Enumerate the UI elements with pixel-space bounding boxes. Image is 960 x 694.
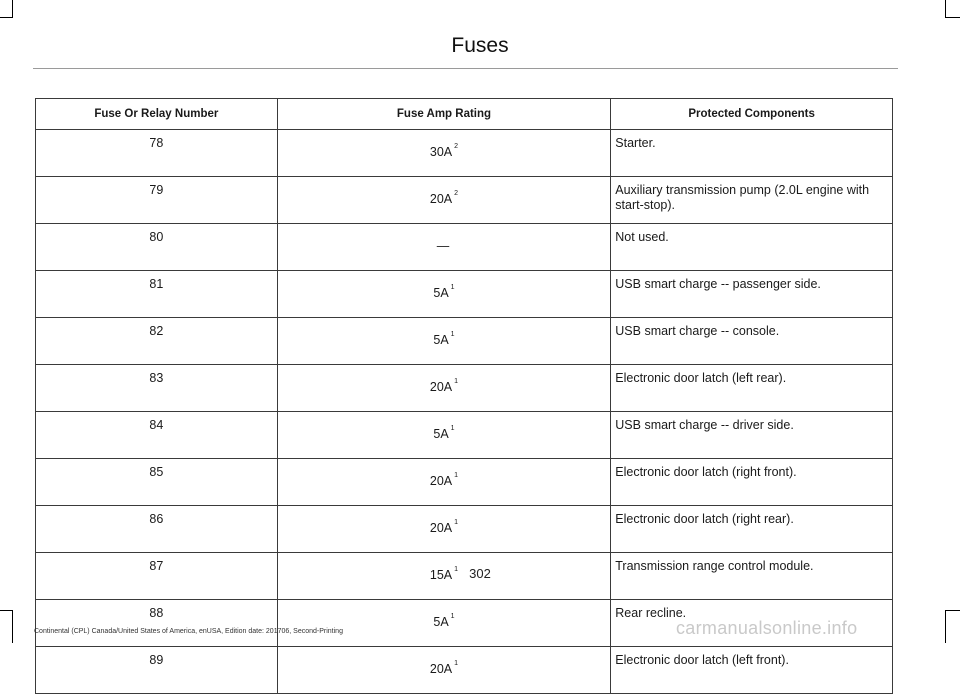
table-row bbox=[36, 459, 893, 506]
amp-value: 20A bbox=[429, 521, 453, 535]
fuse-number: 82 bbox=[36, 318, 278, 365]
protected-component: Electronic door latch (right rear). bbox=[611, 506, 893, 553]
protected-component: Not used. bbox=[611, 224, 893, 271]
fuse-amp-rating bbox=[277, 600, 611, 647]
amp-value: 5A bbox=[433, 333, 449, 347]
fuse-number: 84 bbox=[36, 412, 278, 459]
footnote-marker: 1 bbox=[450, 613, 455, 620]
footnote-marker: 1 bbox=[450, 331, 455, 338]
fuse-number: 89 bbox=[36, 647, 278, 694]
protected-component: Electronic door latch (right front). bbox=[611, 459, 893, 506]
amp-value: 15A bbox=[429, 568, 453, 582]
fuse-number: 79 bbox=[36, 177, 278, 224]
fuse-amp-rating bbox=[277, 177, 611, 224]
crop-mark bbox=[945, 610, 946, 643]
table-row bbox=[36, 271, 893, 318]
fuse-number: 87 bbox=[36, 553, 278, 600]
table-row bbox=[36, 365, 893, 412]
watermark: carmanualsonline.info bbox=[676, 618, 858, 638]
amp-value: 20A bbox=[429, 192, 453, 206]
crop-mark bbox=[12, 610, 13, 643]
fuse-number: 83 bbox=[36, 365, 278, 412]
table-row bbox=[36, 647, 893, 694]
footnote-marker: 1 bbox=[454, 660, 459, 667]
table-row bbox=[36, 177, 893, 224]
protected-component: USB smart charge -- console. bbox=[611, 318, 893, 365]
crop-mark bbox=[0, 610, 13, 611]
protected-component: USB smart charge -- driver side. bbox=[611, 412, 893, 459]
crop-mark bbox=[945, 610, 960, 611]
amp-value: 30A bbox=[429, 145, 453, 159]
fuse-amp-rating bbox=[277, 647, 611, 694]
footnote-marker: 1 bbox=[450, 284, 455, 291]
fuse-amp-rating bbox=[277, 412, 611, 459]
amp-value: 5A bbox=[433, 615, 449, 629]
fuse-amp-rating bbox=[277, 318, 611, 365]
crop-mark bbox=[945, 0, 946, 18]
fuse-amp-rating bbox=[277, 506, 611, 553]
protected-component: Starter. bbox=[611, 130, 893, 177]
crop-mark bbox=[12, 0, 13, 18]
fuse-number: 78 bbox=[36, 130, 278, 177]
protected-component: Electronic door latch (left front). bbox=[611, 647, 893, 694]
footnote-marker: 1 bbox=[454, 566, 459, 573]
table-body bbox=[36, 130, 893, 694]
fuse-amp-rating bbox=[277, 271, 611, 318]
crop-mark bbox=[0, 17, 13, 18]
table-row bbox=[36, 224, 893, 271]
footnote-marker: 1 bbox=[450, 425, 455, 432]
footer-edition-text: Continental (CPL) Canada/United States of America, enUSA, Edition date: 201706, Second-Printing bbox=[34, 628, 343, 635]
protected-component: Electronic door latch (left rear). bbox=[611, 365, 893, 412]
fuse-number: 88 bbox=[36, 600, 278, 647]
amp-value: 20A bbox=[429, 474, 453, 488]
page-title: Fuses bbox=[451, 34, 509, 57]
fuse-amp-rating bbox=[277, 459, 611, 506]
protected-component: Transmission range control module. bbox=[611, 553, 893, 600]
page-number: 302 bbox=[469, 566, 491, 581]
footnote-marker: 2 bbox=[454, 190, 459, 197]
table-row bbox=[36, 412, 893, 459]
amp-value: 5A bbox=[433, 286, 449, 300]
protected-component: Rear recline. bbox=[611, 600, 893, 647]
amp-value: 20A bbox=[429, 380, 453, 394]
footnote-marker: 1 bbox=[454, 378, 459, 385]
table-row bbox=[36, 318, 893, 365]
title-divider bbox=[33, 68, 898, 69]
footnote-marker: 1 bbox=[454, 472, 459, 479]
column-header: Fuse Amp Rating bbox=[277, 99, 611, 130]
table-header-row bbox=[36, 99, 893, 130]
crop-mark bbox=[945, 17, 960, 18]
fuse-amp-rating bbox=[277, 130, 611, 177]
protected-component: Auxiliary transmission pump (2.0L engine with start-stop). bbox=[611, 177, 893, 224]
fuse-number: 85 bbox=[36, 459, 278, 506]
column-header: Fuse Or Relay Number bbox=[36, 99, 278, 130]
footnote-marker: 1 bbox=[454, 519, 459, 526]
fuse-number: 86 bbox=[36, 506, 278, 553]
fuse-number: 80 bbox=[36, 224, 278, 271]
fuse-number: 81 bbox=[36, 271, 278, 318]
amp-value: — bbox=[436, 239, 450, 253]
table-row bbox=[36, 130, 893, 177]
footnote-marker: 2 bbox=[454, 143, 459, 150]
fuse-amp-rating bbox=[277, 224, 611, 271]
fuse-table bbox=[35, 98, 893, 694]
table-row bbox=[36, 506, 893, 553]
amp-value: 20A bbox=[429, 662, 453, 676]
protected-component: USB smart charge -- passenger side. bbox=[611, 271, 893, 318]
column-header: Protected Components bbox=[611, 99, 893, 130]
amp-value: 5A bbox=[433, 427, 449, 441]
fuse-amp-rating bbox=[277, 365, 611, 412]
